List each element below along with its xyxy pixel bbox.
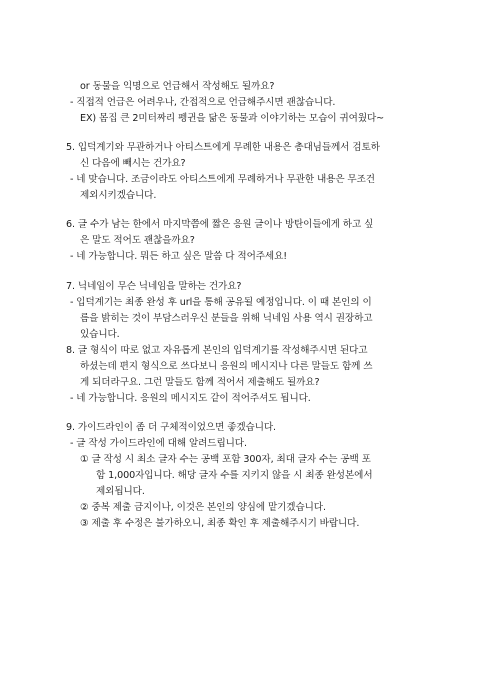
guideline-item-1: ① 글 작성 시 최소 글자 수는 공백 포함 300자, 최대 글자 수는 공백 포: [80, 454, 371, 465]
faq-7-answer-cont-2: 있습니다.: [80, 329, 120, 340]
guideline-item-1-cont-2: 제외됩니다.: [96, 486, 145, 497]
faq-4-question-cont: or 동물을 익명으로 언급해서 작성해도 될까요?: [80, 81, 275, 92]
faq-5-answer: - 네 맞습니다. 조금이라도 아티스트에게 무례하거나 무관한 내용은 무조건: [70, 174, 375, 185]
faq-7-answer-cont: 름을 밝히는 것이 부담스러우신 분들을 위해 닉네임 사용 역시 권장하고: [80, 313, 373, 324]
faq-7-question: 7. 닉네임이 무슨 닉네임을 말하는 건가요?: [66, 281, 242, 292]
faq-9-answer: - 글 작성 가이드라인에 대해 알려드립니다.: [70, 438, 247, 449]
faq-6-answer: - 네 가능합니다. 뭐든 하고 싶은 말씀 다 적어주세요!: [70, 251, 288, 262]
faq-9-question: 9. 가이드라인이 좀 더 구체적이었으면 좋겠습니다.: [66, 422, 277, 433]
faq-8-answer: - 네 가능합니다. 응원의 메시지도 같이 적어주셔도 됩니다.: [70, 393, 311, 404]
faq-5-question: 5. 입덕계기와 무관하거나 아티스트에게 무례한 내용은 총대님들께서 검토하: [66, 142, 380, 153]
faq-5-answer-cont: 제외시키겠습니다.: [80, 190, 157, 201]
guideline-item-2: ② 중복 제출 금지이나, 이것은 본인의 양심에 맡기겠습니다.: [80, 502, 326, 513]
faq-8-question-cont: 하셨는데 편지 형식으로 쓰다보니 응원의 메시지나 다른 말들도 함께 쓰: [80, 361, 373, 372]
faq-6-question-cont: 은 말도 적어도 괜찮을까요?: [80, 235, 195, 246]
faq-5-question-cont: 신 다음에 빼시는 건가요?: [80, 158, 186, 169]
faq-4-example: EX) 몸집 큰 2미터짜리 펭귄을 닮은 동물과 이야기하는 모습이 귀여웠다~: [80, 113, 385, 124]
faq-7-answer: - 입덕계기는 최종 완성 후 url을 통해 공유될 예정입니다. 이 때 본인의 이: [70, 297, 372, 308]
faq-4-answer: - 직접적 언급은 어려우나, 간접적으로 언급해주시면 괜찮습니다.: [70, 97, 336, 108]
guideline-item-3: ③ 제출 후 수정은 불가하오니, 최종 확인 후 제출해주시기 바랍니다.: [80, 518, 360, 529]
faq-8-question: 8. 글 형식이 따로 없고 자유롭게 본인의 입덕계기를 작성해주시면 된다고: [66, 345, 368, 356]
guideline-item-1-cont: 함 1,000자입니다. 해당 글자 수를 지키지 않을 시 최종 완성본에서: [96, 470, 373, 481]
faq-6-question: 6. 글 수가 남는 한에서 마지막쯤에 짧은 응원 글이나 방탄이들에게 하고 싶: [66, 219, 374, 230]
faq-8-question-cont-2: 게 되더라구요. 그런 말들도 함께 적어서 제출해도 될까요?: [80, 377, 320, 388]
